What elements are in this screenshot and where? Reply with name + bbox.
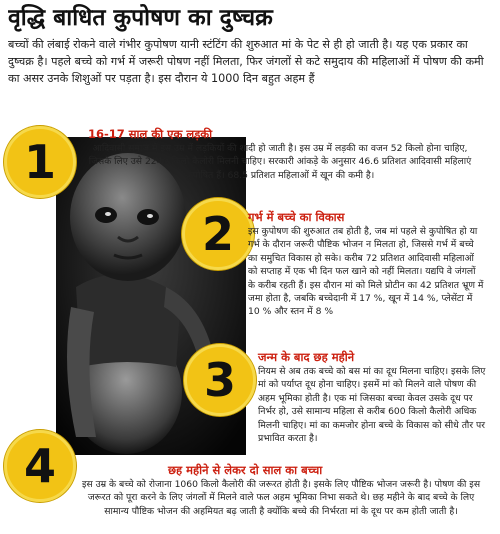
- section-2-heading: गर्भ में बच्चे का विकास: [248, 210, 345, 224]
- section-2-text: इस कुपोषण की शुरुआत तब होती है, जब मां पहले से कुपोषित हो या गर्भ के दौरान जरूरी पौष्टिक भोजन न मिलता हो, जिससे गर्भ में बच्चे का समुचित विकास हो सके। करीब 72 प्रतिशत आदिवासी महिलाओं को सप्ताह में एक भी दिन फल खाने को नहीं मिलता। यद्यपि वे जंगलों के करीब रहती हैं। इस दौरान मां को मिले प्रोटीन का 42 प्रतिशत भ्रूण में जमा होता है, जबकि बच्चेदानी में 17 %, खून में 14 %, प्लेसेंटा में 10 % और स्तन में 8 %: [248, 226, 484, 318]
- section-3-text: नियम से अब तक बच्चे को बस मां का दूध मिलना चाहिए। इसके लिए मां को पर्याप्त दूध होना चाहिए। इसमें मां को मिलने वाले पोषण की अहम भूमिका होती है। एक मां जिसका बच्चा केवल उसके दूध पर निर्भर हो, उसे सामान्य महिला से करीब 600 किलो कैलोरी अधिक मिलनी चाहिए। मां का कमजोर होना बच्चे के विकास को सीधे तौर पर प्रभावित करता है।: [258, 366, 486, 445]
- section-1-text: आदिवासी समाज में इस उम्र में लड़कियों की शादी हो जाती है। इस उम्र में लड़की का वजन 52 किलो होना चाहिए, जिसके लिए उसे 2240 किलो कैलोरी मिलनी चाहिए। सरकारी आंकड़े के अनुसार 46.6 प्रतिशत आदिवासी महिलाएं कुपोषित हैं। 68.5 प्रतिशत महिलाओं में खून की कमी है।: [88, 143, 472, 181]
- step-2-badge: 2: [182, 198, 254, 270]
- section-4-text: इस उम्र के बच्चे को रोजाना 1060 किलो कैलोरी की जरूरत होती है। इसके लिए पौष्टिक भोजन जरूरी है। पोषण की इस जरूरत को पूरा करने के लिए जंगलों में मिलने वाले फल अहम भूमिका निभा सकते थे। छह महीने के बाद बच्चे के लिए सामान्य पौष्टिक भोजन की अहमियत बढ़ जाती है क्योंकि बच्चे की निर्भरता मां के दूध पर कम होती जाती है।: [81, 479, 481, 517]
- section-4-heading: छह महीने से लेकर दो साल का बच्चा: [168, 463, 323, 477]
- section-1-heading: 16-17 साल की एक लड़की: [88, 127, 213, 141]
- step-3-badge: 3: [184, 344, 256, 416]
- intro-paragraph: बच्चों की लंबाई रोकने वाले गंभीर कुपोषण यानी स्टंटिंग की शुरुआत मां के पेट से ही हो जाती है। यह एक प्रकार का दुष्चक्र है। पहले बच्चे को गर्भ में जरूरी पोषण नहीं मिलता, फिर जंगलों से कटे समुदाय की महिलाओं में पोषण की कमी का असर उनके शिशुओं पर पड़ता है। इस दौरान ये 1000 दिन बहुत अहम हैं: [8, 38, 484, 85]
- page-title: वृद्धि बाधित कुपोषण का दुष्चक्र: [8, 5, 273, 31]
- step-4-badge: 4: [4, 430, 76, 502]
- step-1-badge: 1: [4, 126, 76, 198]
- section-3-heading: जन्म के बाद छह महीने: [258, 350, 355, 364]
